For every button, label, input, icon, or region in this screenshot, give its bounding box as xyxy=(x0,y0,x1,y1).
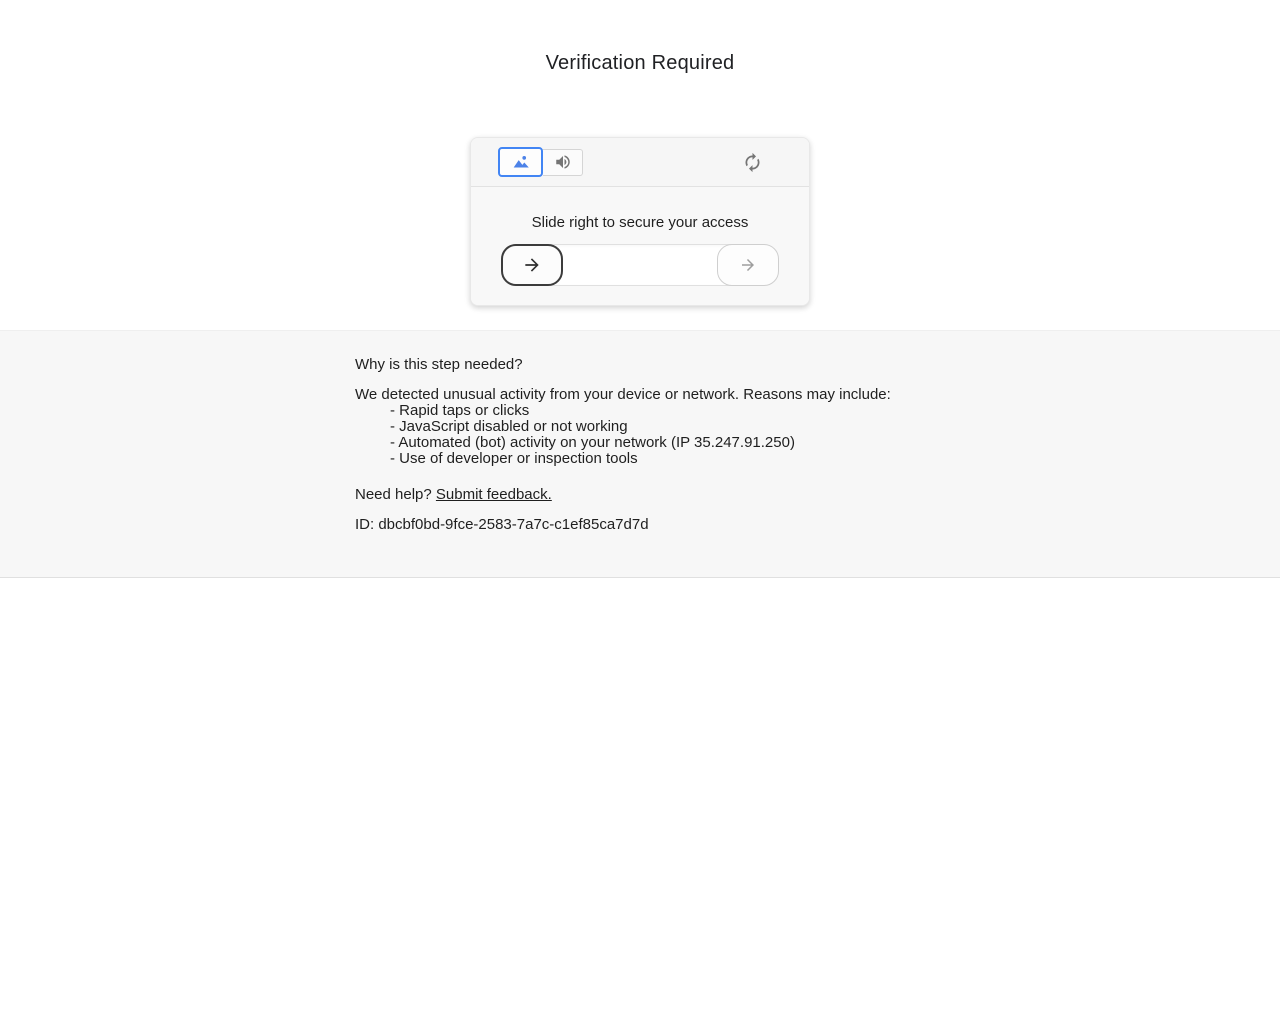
slider-track[interactable] xyxy=(501,244,779,286)
submit-feedback-link[interactable]: Submit feedback. xyxy=(435,486,552,503)
captcha-widget xyxy=(470,137,810,306)
verification-id xyxy=(355,517,1240,533)
id-value: dbcbf0bd-9fce-2583-7a7c-c1ef85ca7d7d xyxy=(378,516,649,533)
reason-item: - Rapid taps or clicks xyxy=(390,402,530,419)
help-prefix: Need help? xyxy=(355,486,432,503)
reasons-list xyxy=(355,403,1240,467)
page-title: Verification Required xyxy=(545,52,735,74)
audio-mode-button[interactable] xyxy=(543,149,583,176)
slider-target xyxy=(717,244,779,286)
id-label: ID: xyxy=(355,516,375,533)
refresh-icon xyxy=(742,152,763,173)
captcha-toolbar xyxy=(471,138,809,187)
reason-item: - JavaScript disabled or not working xyxy=(390,418,628,435)
arrow-right-icon xyxy=(739,256,757,274)
reason-item: - Automated (bot) activity on your network (IP 35.247.91.250) xyxy=(390,434,795,451)
info-section xyxy=(0,330,1280,578)
arrow-right-icon xyxy=(522,255,542,275)
help-line xyxy=(355,487,1240,503)
mode-toggle-group xyxy=(498,147,583,177)
speaker-icon xyxy=(554,153,572,171)
slider-handle[interactable] xyxy=(501,244,563,286)
image-icon xyxy=(510,151,532,173)
reason-item: - Use of developer or inspection tools xyxy=(390,450,638,467)
refresh-button[interactable] xyxy=(740,150,764,174)
slider-instruction: Slide right to secure your access xyxy=(531,214,749,231)
image-mode-button[interactable] xyxy=(498,147,543,177)
info-intro: We detected unusual activity from your device or network. Reasons may include: xyxy=(355,386,891,403)
info-heading: Why is this step needed? xyxy=(355,356,523,373)
captcha-body xyxy=(471,187,809,305)
